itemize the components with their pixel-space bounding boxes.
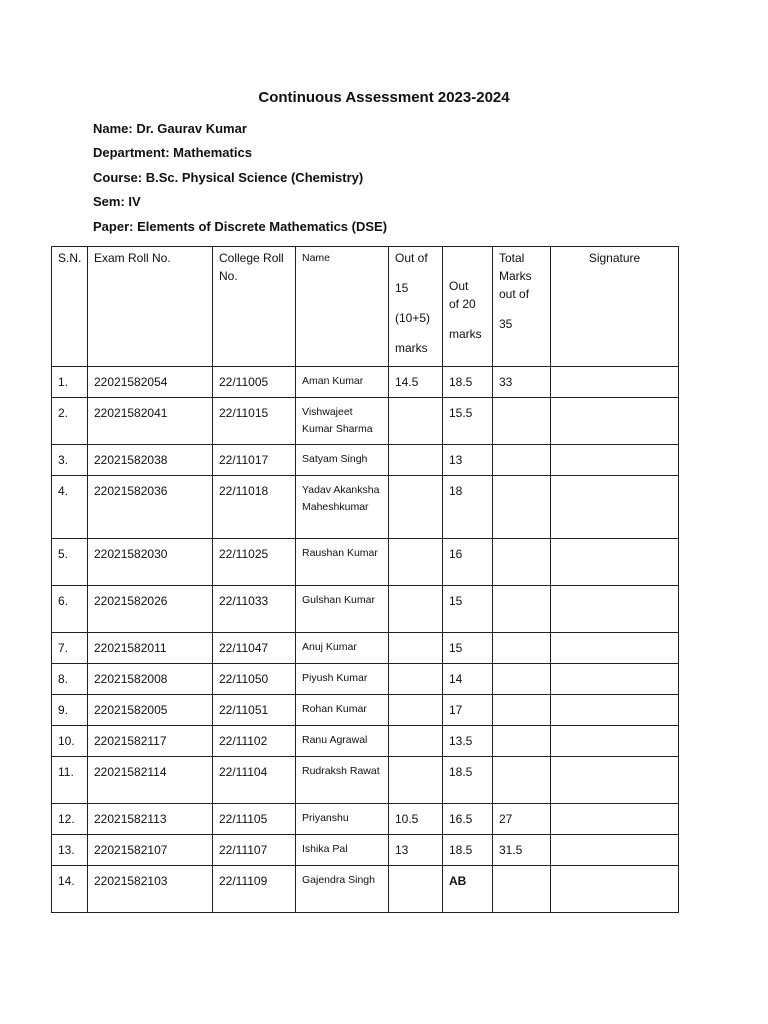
cell-signature: [551, 695, 679, 726]
cell-out-of-15: 13: [389, 835, 443, 866]
cell-total: [493, 633, 551, 664]
table-row: [52, 757, 679, 804]
cell-name: Ishika Pal: [296, 835, 389, 866]
cell-sn: 2.: [52, 398, 88, 445]
cell-signature: [551, 664, 679, 695]
cell-signature: [551, 445, 679, 476]
cell-signature: [551, 633, 679, 664]
cell-signature: [551, 835, 679, 866]
cell-exam-roll: 22021582008: [88, 664, 213, 695]
cell-exam-roll: 22021582041: [88, 398, 213, 445]
cell-signature: [551, 757, 679, 804]
cell-name: Gajendra Singh: [296, 866, 389, 913]
cell-name: Raushan Kumar: [296, 539, 389, 586]
cell-out-of-20: 16.5: [443, 804, 493, 835]
teacher-name: Name: Dr. Gaurav Kumar: [93, 121, 247, 136]
table-row: [52, 804, 679, 835]
header-out15-line4: marks: [395, 341, 428, 355]
cell-college-roll: 22/11015: [213, 398, 296, 445]
header-college-roll: College Roll No.: [213, 247, 296, 367]
cell-sn: 14.: [52, 866, 88, 913]
cell-exam-roll: 22021582054: [88, 367, 213, 398]
cell-college-roll: 22/11033: [213, 586, 296, 633]
cell-out-of-20: 13.5: [443, 726, 493, 757]
header-out15-line2: 15: [395, 281, 409, 295]
cell-college-roll: 22/11107: [213, 835, 296, 866]
cell-total: [493, 476, 551, 539]
header-out20-line3: marks: [449, 327, 482, 341]
cell-signature: [551, 726, 679, 757]
cell-exam-roll: 22021582113: [88, 804, 213, 835]
cell-name: Anuj Kumar: [296, 633, 389, 664]
cell-name: Ranu Agrawal: [296, 726, 389, 757]
cell-total: [493, 757, 551, 804]
cell-exam-roll: 22021582114: [88, 757, 213, 804]
header-name: Name: [296, 247, 389, 367]
department: Department: Mathematics: [93, 145, 252, 160]
cell-exam-roll: 22021582005: [88, 695, 213, 726]
cell-out-of-15: [389, 757, 443, 804]
course: Course: B.Sc. Physical Science (Chemistry): [93, 170, 364, 185]
cell-sn: 9.: [52, 695, 88, 726]
page-title: Continuous Assessment 2023-2024: [258, 89, 510, 106]
table-row: [52, 695, 679, 726]
cell-exam-roll: 22021582103: [88, 866, 213, 913]
cell-sn: 6.: [52, 586, 88, 633]
cell-name: Rohan Kumar: [296, 695, 389, 726]
cell-exam-roll: 22021582107: [88, 835, 213, 866]
cell-exam-roll: 22021582117: [88, 726, 213, 757]
cell-sn: 8.: [52, 664, 88, 695]
cell-out-of-15: [389, 633, 443, 664]
cell-out-of-20: 14: [443, 664, 493, 695]
cell-total: [493, 726, 551, 757]
cell-college-roll: 22/11102: [213, 726, 296, 757]
cell-college-roll: 22/11109: [213, 866, 296, 913]
cell-exam-roll: 22021582036: [88, 476, 213, 539]
cell-name: Vishwajeet Kumar Sharma: [296, 398, 389, 445]
cell-sn: 4.: [52, 476, 88, 539]
cell-out-of-20: 18: [443, 476, 493, 539]
table-body: [52, 367, 679, 913]
cell-college-roll: 22/11105: [213, 804, 296, 835]
header-total: [493, 247, 551, 367]
cell-out-of-15: [389, 398, 443, 445]
cell-out-of-20: 15: [443, 586, 493, 633]
cell-out-of-15: [389, 726, 443, 757]
cell-college-roll: 22/11025: [213, 539, 296, 586]
header-out20-line2: of 20: [449, 297, 476, 311]
cell-out-of-15: [389, 664, 443, 695]
table-row: [52, 866, 679, 913]
cell-out-of-15: [389, 476, 443, 539]
header-total-line1: Total: [499, 251, 525, 265]
cell-out-of-15: [389, 539, 443, 586]
cell-signature: [551, 398, 679, 445]
cell-signature: [551, 586, 679, 633]
cell-out-of-15: [389, 586, 443, 633]
header-out-of-20: [443, 247, 493, 367]
cell-name: Rudraksh Rawat: [296, 757, 389, 804]
cell-total: [493, 445, 551, 476]
header-total-line2: Marks: [499, 269, 532, 283]
cell-exam-roll: 22021582038: [88, 445, 213, 476]
cell-exam-roll: 22021582026: [88, 586, 213, 633]
cell-total: 27: [493, 804, 551, 835]
table-row: [52, 445, 679, 476]
cell-college-roll: 22/11104: [213, 757, 296, 804]
cell-sn: 5.: [52, 539, 88, 586]
cell-name: Piyush Kumar: [296, 664, 389, 695]
cell-college-roll: 22/11050: [213, 664, 296, 695]
cell-out-of-15: 10.5: [389, 804, 443, 835]
cell-sn: 7.: [52, 633, 88, 664]
cell-total: 33: [493, 367, 551, 398]
cell-total: [493, 866, 551, 913]
header-total-line4: 35: [499, 317, 513, 331]
cell-out-of-20: 17: [443, 695, 493, 726]
cell-college-roll: 22/11018: [213, 476, 296, 539]
cell-signature: [551, 539, 679, 586]
cell-out-of-20: 15.5: [443, 398, 493, 445]
cell-out-of-15: 14.5: [389, 367, 443, 398]
cell-exam-roll: 22021582030: [88, 539, 213, 586]
header-out15-line3: (10+5): [395, 311, 431, 325]
cell-out-of-20: 15: [443, 633, 493, 664]
cell-total: 31.5: [493, 835, 551, 866]
table-row: [52, 539, 679, 586]
cell-out-of-20: 16: [443, 539, 493, 586]
cell-college-roll: 22/11047: [213, 633, 296, 664]
cell-out-of-20: 18.5: [443, 757, 493, 804]
header-row: [52, 247, 679, 367]
cell-out-of-20: AB: [443, 866, 493, 913]
header-exam-roll: Exam Roll No.: [88, 247, 213, 367]
table-row: [52, 367, 679, 398]
cell-name: Aman Kumar: [296, 367, 389, 398]
cell-name: Priyanshu: [296, 804, 389, 835]
cell-sn: 12.: [52, 804, 88, 835]
cell-name: Gulshan Kumar: [296, 586, 389, 633]
table-row: [52, 664, 679, 695]
cell-signature: [551, 367, 679, 398]
header-sn: S.N.: [52, 247, 88, 367]
header-signature: Signature: [551, 247, 679, 367]
assessment-table: [51, 246, 679, 913]
header-out20-line1: Out: [449, 279, 469, 293]
cell-total: [493, 664, 551, 695]
cell-name: Yadav Akanksha Maheshkumar: [296, 476, 389, 539]
cell-total: [493, 586, 551, 633]
header-total-line3: out of: [499, 287, 530, 301]
cell-total: [493, 695, 551, 726]
cell-out-of-15: [389, 695, 443, 726]
semester: Sem: IV: [93, 194, 141, 209]
cell-college-roll: 22/11005: [213, 367, 296, 398]
cell-name: Satyam Singh: [296, 445, 389, 476]
cell-out-of-20: 13: [443, 445, 493, 476]
cell-exam-roll: 22021582011: [88, 633, 213, 664]
cell-sn: 3.: [52, 445, 88, 476]
cell-signature: [551, 476, 679, 539]
cell-out-of-20: 18.5: [443, 367, 493, 398]
table-row: [52, 398, 679, 445]
table-row: [52, 633, 679, 664]
header-out15-line1: Out of: [395, 251, 428, 265]
table-row: [52, 835, 679, 866]
cell-total: [493, 539, 551, 586]
paper: Paper: Elements of Discrete Mathematics (DSE): [93, 219, 388, 234]
cell-sn: 10.: [52, 726, 88, 757]
table-row: [52, 586, 679, 633]
cell-signature: [551, 866, 679, 913]
cell-signature: [551, 804, 679, 835]
cell-out-of-20: 18.5: [443, 835, 493, 866]
header-out-of-15: [389, 247, 443, 367]
cell-sn: 11.: [52, 757, 88, 804]
cell-college-roll: 22/11017: [213, 445, 296, 476]
cell-total: [493, 398, 551, 445]
cell-college-roll: 22/11051: [213, 695, 296, 726]
cell-out-of-15: [389, 866, 443, 913]
table-row: [52, 476, 679, 539]
table-row: [52, 726, 679, 757]
cell-sn: 1.: [52, 367, 88, 398]
cell-sn: 13.: [52, 835, 88, 866]
cell-out-of-15: [389, 445, 443, 476]
